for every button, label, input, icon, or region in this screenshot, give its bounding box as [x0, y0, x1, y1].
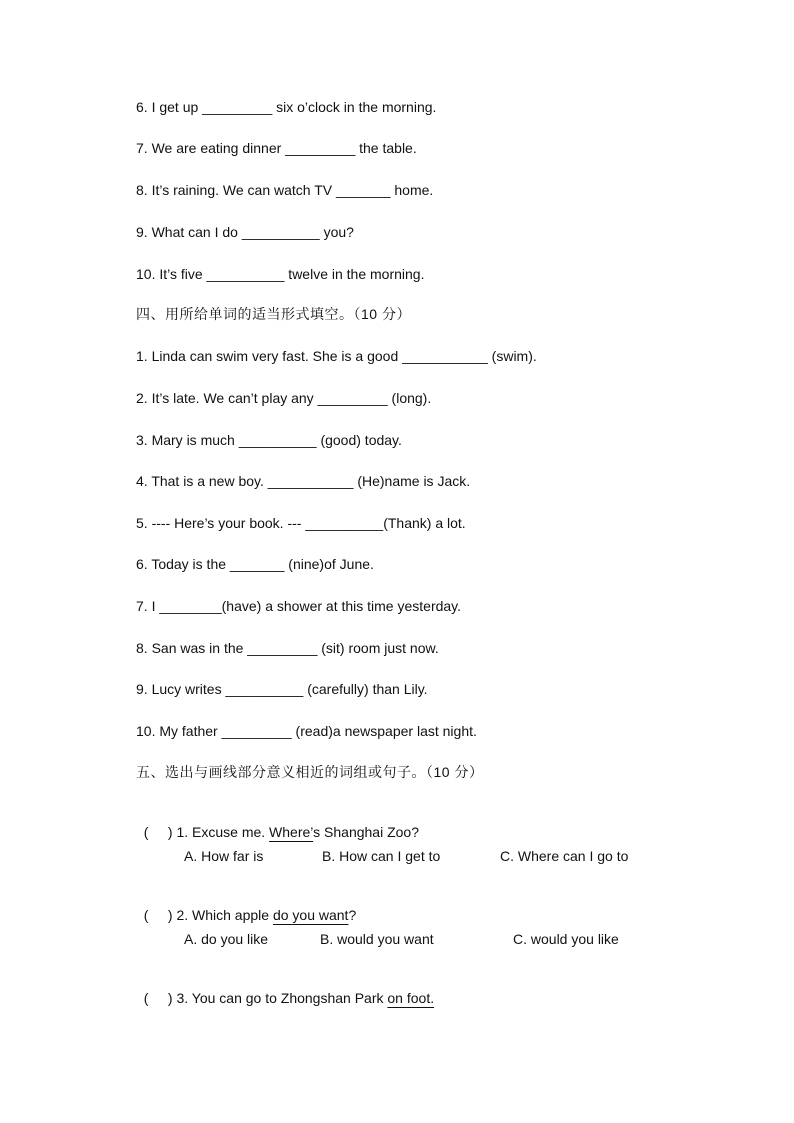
question-4-1: 1. Linda can swim very fast. She is a good ___________ (swim). — [136, 348, 537, 364]
answer-parentheses[interactable]: ( ) — [143, 824, 173, 840]
question-5-2 — [136, 888, 356, 924]
underlined-phrase: on foot. — [387, 990, 435, 1006]
question-text-suffix: ? — [348, 907, 357, 923]
underlined-phrase: do you want — [272, 907, 349, 923]
question-4-7: 7. I ________(have) a shower at this time yesterday. — [136, 598, 462, 614]
question-text: 1. Excuse me. — [172, 824, 270, 840]
question-text: 3. You can go to Zhongshan Park — [172, 990, 388, 1006]
question-4-3: 3. Mary is much __________ (good) today. — [136, 432, 402, 448]
question-5-3 — [136, 971, 434, 1007]
question-3-7: 7. We are eating dinner _________ the table. — [136, 140, 417, 156]
question-3-9: 9. What can I do __________ you? — [136, 224, 354, 240]
question-4-2: 2. It’s late. We can’t play any _________ (long). — [136, 390, 432, 406]
question-4-10: 10. My father _________ (read)a newspaper last night. — [136, 723, 477, 739]
option-c[interactable]: C. would you like — [513, 931, 619, 947]
question-4-5: 5. ---- Here’s your book. --- __________(Thank) a lot. — [136, 515, 466, 531]
option-b[interactable]: B. would you want — [320, 931, 434, 947]
option-c[interactable]: C. Where can I go to — [500, 848, 629, 864]
underlined-phrase: Where’ — [269, 824, 314, 840]
question-3-10: 10. It’s five __________ twelve in the morning. — [136, 266, 425, 282]
question-4-8: 8. San was in the _________ (sit) room just now. — [136, 640, 439, 656]
option-a[interactable]: A. How far is — [184, 848, 264, 864]
answer-parentheses[interactable]: ( ) — [143, 990, 173, 1006]
option-a[interactable]: A. do you like — [184, 931, 269, 947]
question-4-4: 4. That is a new boy. ___________ (He)name is Jack. — [136, 473, 471, 489]
question-3-8: 8. It’s raining. We can watch TV _______ home. — [136, 182, 434, 198]
section-5-heading: 五、选出与画线部分意义相近的词组或句子。（10 分） — [136, 764, 484, 780]
question-text-suffix: s Shanghai Zoo? — [313, 824, 419, 840]
question-5-1 — [136, 805, 419, 841]
question-text: 2. Which apple — [172, 907, 273, 923]
question-4-6: 6. Today is the _______ (nine)of June. — [136, 556, 374, 572]
question-3-6: 6. I get up _________ six o’clock in the morning. — [136, 99, 437, 115]
section-4-heading: 四、用所给单词的适当形式填空。（10 分） — [136, 306, 411, 322]
option-b[interactable]: B. How can I get to — [322, 848, 441, 864]
answer-parentheses[interactable]: ( ) — [143, 907, 173, 923]
question-4-9: 9. Lucy writes __________ (carefully) than Lily. — [136, 681, 428, 697]
